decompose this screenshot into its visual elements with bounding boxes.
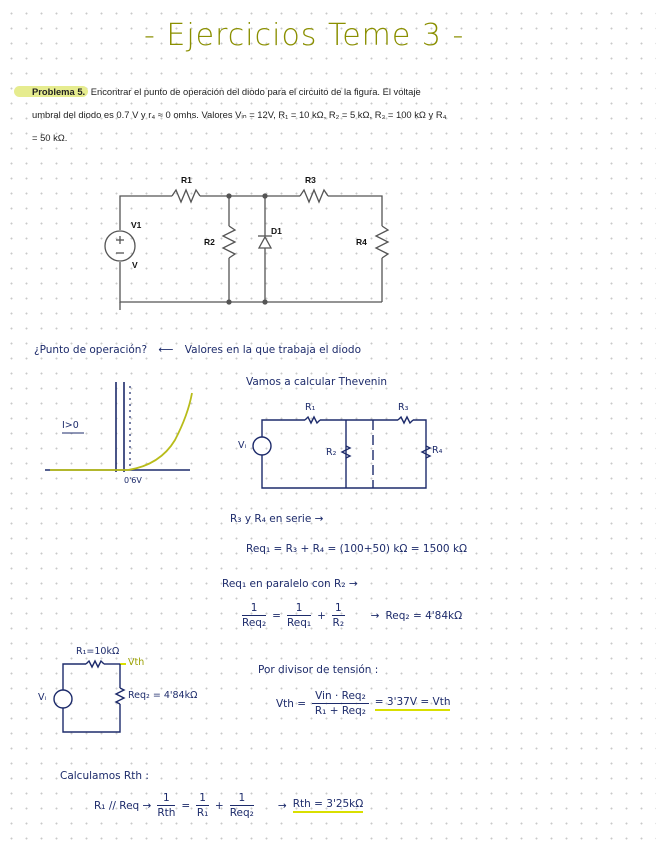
divider-text: Por divisor de tensión : [258, 664, 379, 676]
vth-equation: Vth = $\frac{\text{Vin · Req₂}}{\text{R₁ + Req₂}}$ = 3'37V = Vth [276, 690, 451, 717]
c2-r1-label: R₁=10kΩ [76, 646, 120, 657]
series-text: R₃ y R₄ en serie → [230, 513, 324, 525]
thevenin-title: Vamos a calcular Thevenin [246, 376, 388, 388]
req2-result: Req₂ = 4'84kΩ [385, 609, 463, 622]
graph-threshold-label: 0'6V [124, 476, 142, 485]
c2-req2-label: Req₂ = 4'84kΩ [128, 690, 198, 701]
label-v: V [132, 260, 138, 270]
rth-equation: R₁ // Req → $\frac{1}{\text{Rth}}$ = $\frac{1}{\text{R₁}}$ + $\frac{1}{\text{Req₂}}$ → Rth = 3'25kΩ [94, 792, 364, 819]
rth-result: Rth = 3'25kΩ [293, 798, 364, 813]
th-label-vi: Vᵢ [238, 440, 247, 451]
label-r3: R3 [305, 175, 316, 185]
label-d1: D1 [271, 226, 282, 236]
th-label-r2: R₂ [326, 447, 337, 458]
th-label-r4: R₄ [432, 445, 443, 456]
problem-line-3: = 50 kΩ. [32, 132, 68, 143]
answer-text: Valores en la que trabaja el diodo [184, 344, 361, 356]
frac-1-rth: $\frac{1}{\text{Rth}}$ [157, 792, 176, 819]
vth-fraction: $\frac{\text{Vin · Req₂}}{\text{R₁ + Req₂}}$ [312, 690, 369, 717]
parallel-text: Req₁ en paralelo con R₂ → [222, 578, 358, 590]
c2-vi-label: Vᵢ [38, 692, 47, 703]
problem-line-2: umbral del diodo es 0.7 V y r₄ ≈ 0 omhs. Valores Vᵢₙ = 12V, R₁ = 10 kΩ, R₂ = 5 kΩ, R₃ = 100 kΩ y R₄ [32, 109, 447, 120]
problem-statement [32, 80, 446, 149]
req1-equation: Req₁ = R₃ + R₄ = (100+50) kΩ = 1500 kΩ [246, 543, 468, 555]
frac-1-req2: $\frac{1}{\text{Req₂}}$ [242, 602, 267, 629]
c2-vth-label: Vth [128, 657, 145, 668]
page-title: - Ejercicios Teme 3 - [144, 18, 465, 53]
frac-1-r2: $\frac{1}{\text{R₂}}$ [332, 602, 345, 629]
th-label-r3: R₃ [398, 402, 409, 413]
label-r1: R1 [181, 175, 192, 185]
parallel-equation: $\frac{1}{\text{Req₂}}$ = $\frac{1}{\text{Req₁}}$ + $\frac{1}{\text{R₂}}$ → Req₂ = 4'84kΩ [242, 602, 463, 629]
label-r2: R2 [204, 237, 215, 247]
frac-1-req2-b: $\frac{1}{\text{Req₂}}$ [229, 792, 254, 819]
frac-1-r1: $\frac{1}{\text{R₁}}$ [196, 792, 209, 819]
label-v1: V1 [131, 220, 142, 230]
rth-title: Calculamos Rth : [60, 770, 149, 782]
label-r4: R4 [356, 237, 367, 247]
question-text: ¿Punto de operación? [34, 344, 148, 356]
question-row: ¿Punto de operación? ⟵ Valores en la que trabaja el diodo [34, 344, 361, 356]
vth-result: = 3'37V = Vth [375, 696, 451, 711]
th-label-r1: R₁ [305, 402, 316, 413]
graph-current-label: I>0 [62, 420, 79, 431]
frac-1-req1: $\frac{1}{\text{Req₁}}$ [286, 602, 312, 629]
problem-label: Problema 5. [32, 86, 86, 97]
problem-line-1: Encontrar el punto de operación del diodo para el circuito de la figura. El voltaje [90, 86, 421, 97]
